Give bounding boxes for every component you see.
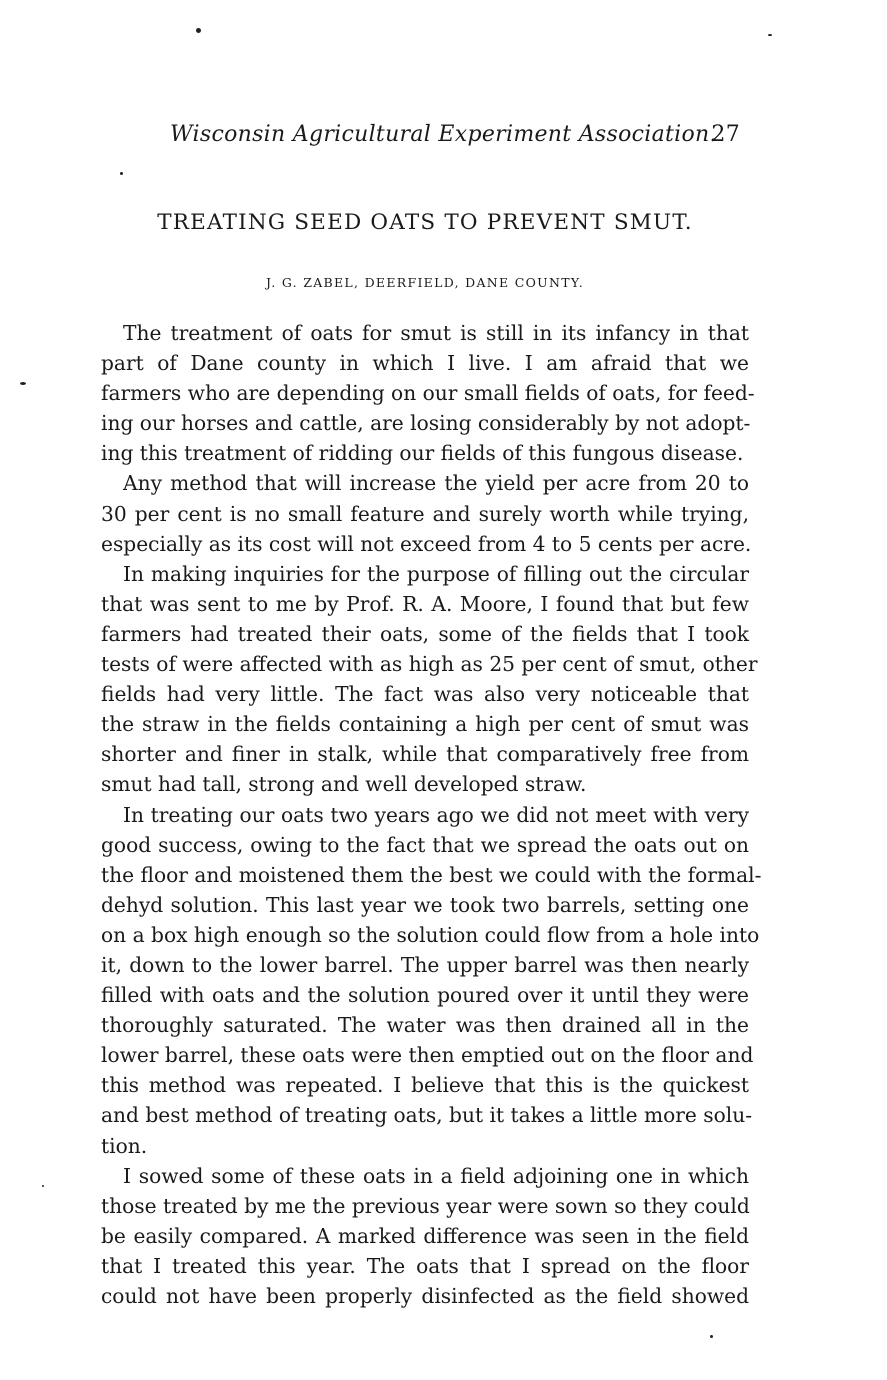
text-line: good success, owing to the fact that we spread the oats out on bbox=[101, 832, 749, 857]
text-line: part of Dane county in which I live. I am afraid that we bbox=[101, 351, 749, 376]
text-line: ing our horses and cattle, are losing considerably by not adopt- bbox=[101, 411, 751, 436]
article-byline: J. G. ZABEL, DEERFIELD, DANE COUNTY. bbox=[265, 275, 585, 290]
text-line: farmers who are depending on our small fields of oats, for feed- bbox=[101, 381, 755, 406]
text-line: In making inquiries for the purpose of filling out the circular bbox=[123, 561, 749, 586]
text-line: those treated by me the previous year were sown so they could bbox=[101, 1193, 750, 1218]
text-line: shorter and finer in stalk, while that comparatively free from bbox=[101, 742, 749, 767]
scan-speck bbox=[20, 382, 26, 385]
page-number: 27 bbox=[711, 122, 740, 147]
scan-speck bbox=[710, 1335, 713, 1338]
paragraph-4 bbox=[101, 800, 762, 1161]
text-line: ing this treatment of ridding our fields of this fungous disease. bbox=[101, 441, 744, 466]
text-line: thoroughly saturated. The water was then drained all in the bbox=[101, 1013, 749, 1038]
scan-speck bbox=[768, 34, 772, 36]
text-line: especially as its cost will not exceed from 4 to 5 cents per acre. bbox=[101, 531, 752, 556]
text-line: filled with oats and the solution poured over it until they were bbox=[101, 983, 749, 1008]
text-line: fields had very little. The fact was also very noticeable that bbox=[101, 682, 749, 707]
text-line: smut had tall, strong and well developed straw. bbox=[101, 772, 587, 797]
text-line: it, down to the lower barrel. The upper barrel was then nearly bbox=[101, 952, 749, 977]
text-line: tests of were affected with as high as 25 per cent of smut, other bbox=[101, 652, 758, 677]
paragraph-5 bbox=[101, 1161, 749, 1311]
paragraph-3 bbox=[101, 559, 758, 800]
text-line: Any method that will increase the yield per acre from 20 to bbox=[123, 471, 749, 496]
text-line: the straw in the fields containing a high per cent of smut was bbox=[101, 712, 749, 737]
text-line: I sowed some of these oats in a field adjoining one in which bbox=[123, 1163, 749, 1188]
text-line: 30 per cent is no small feature and surely worth while trying, bbox=[101, 501, 749, 526]
text-line: that I treated this year. The oats that I spread on the floor bbox=[101, 1253, 749, 1278]
text-line: The treatment of oats for smut is still in its infancy in that bbox=[123, 321, 749, 345]
text-line: tion. bbox=[101, 1133, 148, 1158]
text-line: farmers had treated their oats, some of the fields that I took bbox=[101, 621, 749, 646]
scan-speck bbox=[120, 172, 123, 175]
text-line: dehyd solution. This last year we took two barrels, setting one bbox=[101, 892, 749, 917]
scan-speck bbox=[196, 28, 201, 33]
text-line: In treating our oats two years ago we did not meet with very bbox=[123, 802, 749, 827]
paragraph-1 bbox=[101, 318, 755, 468]
text-line: the floor and moistened them the best we could with the formal- bbox=[101, 862, 762, 887]
text-line: could not have been properly disinfected as the field showed bbox=[101, 1284, 749, 1308]
text-line: be easily compared. A marked difference was seen in the field bbox=[101, 1223, 749, 1248]
text-line: on a box high enough so the solution could flow from a hole into bbox=[101, 922, 760, 947]
scan-speck bbox=[42, 1185, 44, 1187]
running-header bbox=[170, 122, 750, 156]
text-line: lower barrel, these oats were then emptied out on the floor and bbox=[101, 1043, 754, 1068]
paragraph-2 bbox=[101, 468, 752, 558]
article-body bbox=[101, 318, 762, 1311]
text-line: that was sent to me by Prof. R. A. Moore, I found that but few bbox=[101, 591, 749, 616]
running-title: Wisconsin Agricultural Experiment Association. bbox=[170, 122, 717, 147]
text-line: this method was repeated. I believe that this is the quickest bbox=[101, 1073, 749, 1098]
text-line: and best method of treating oats, but it takes a little more solu- bbox=[101, 1103, 753, 1128]
article-title: TREATING SEED OATS TO PREVENT SMUT. bbox=[157, 210, 693, 235]
